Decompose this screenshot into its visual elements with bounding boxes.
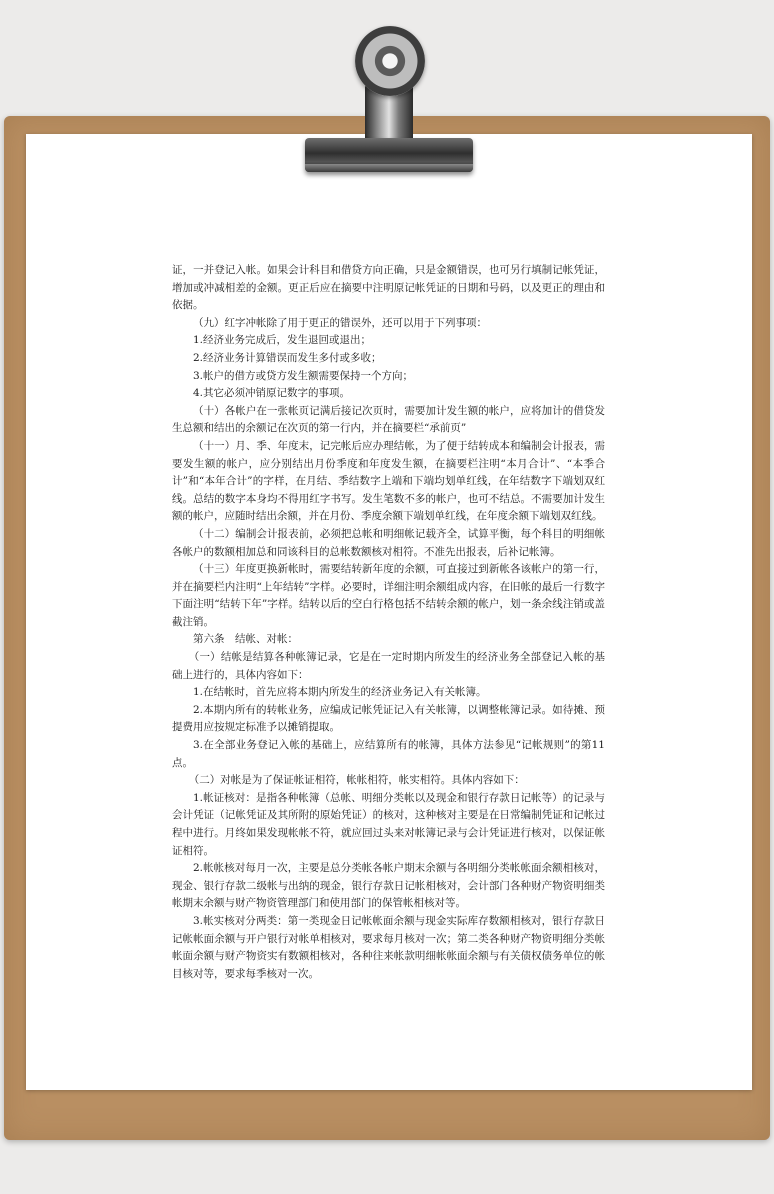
list-item: 2.本期内所有的转帐业务，应编成记帐凭证记入有关帐簿，以调整帐簿记录。如待摊、预提费用应按规定标准予以摊销提取。 [172, 703, 605, 734]
paragraph: （十）各帐户在一张帐页记满后接记次页时，需要加计发生额的帐户，应将加计的借贷发生总额和结出的余额记在次页的第一行内，并在摘要栏“承前页” [172, 404, 605, 435]
paragraph: （一）结帐是结算各种帐簿记录，它是在一定时期内所发生的经济业务全部登记入帐的基础上进行的，具体内容如下： [172, 651, 605, 681]
paragraph: （十二）编制会计报表前，必须把总帐和明细帐记载齐全，试算平衡，每个科目的明细帐各帐户的数额相加总和同该科目的总帐数额核对相符。不准先出报表，后补记帐簿。 [172, 527, 605, 558]
list-item: 2.帐帐核对每月一次，主要是总分类帐各帐户期末余额与各明细分类帐帐面余额相核对，现金、银行存款二级帐与出纳的现金，银行存款日记帐相核对，会计部门各种财产物资明细类帐期末余额与财产物资管理部门和使用部门的保管帐相核对等。 [172, 862, 605, 910]
paragraph: （十三）年度更换新帐时，需要结转新年度的余额，可直接过到新帐各该帐户的第一行，并在摘要栏内注明“上年结转”字样。必要时，详细注明余额组成内容，在旧帐的最后一行数字下面注明“结转下年”字样。结转以后的空白行格包括不结转余额的帐户，划一条余线注销或盖截注销。 [172, 563, 605, 628]
paragraph: （九）红字冲帐除了用于更正的错误外，还可以用于下列事项： [193, 316, 487, 329]
document-body [172, 262, 605, 983]
list-item: 1.经济业务完成后，发生退回或退出； [193, 334, 372, 347]
binder-clip-edge [305, 164, 473, 172]
list-item: 3.帐户的借方或贷方发生额需要保持一个方向； [193, 369, 414, 382]
list-item: 2.经济业务计算错误而发生多付或多收； [193, 351, 382, 364]
list-item: 1.在结帐时，首先应将本期内所发生的经济业务记入有关帐簿。 [193, 686, 487, 699]
paragraph: （二）对帐是为了保证帐证相符，帐帐相符，帐实相符。具体内容如下： [188, 774, 525, 787]
clip-ring-icon [355, 26, 425, 96]
list-item: 3.帐实核对分两类：第一类现金日记帐帐面余额与现金实际库存数额相核对，银行存款日记帐帐面余额与开户银行对帐单相核对，要求每月核对一次；第二类各种财产物资明细分类帐帐面余额与财产物资实有数额相核对，各种往来帐款明细帐帐面余额与有关债权债务单位的帐目核对等，要求每季核对一次。 [172, 914, 605, 980]
paragraph: （十一）月、季、年度末，记完帐后应办理结帐，为了便于结转成本和编制会计报表，需要发生额的帐户，应分别结出月份季度和年度发生额，在摘要栏注明“本月合计”、“本季合计”和“本年合计”的字样，在月结、季结数字上端和下端均划单红线，在年结数字下端划双红线。总结的数字本身均不得用红字书写。发生笔数不多的帐户，也可不结总。不需要加计发生额的帐户，应随时结出余额，并在月份、季度余额下端划单红线，在年度余额下端划双红线。 [172, 439, 605, 523]
paragraph: 证，一并登记入帐。如果会计科目和借贷方向正确，只是金额错误，也可另行填制记帐凭证，增加或冲减相差的金额。更正后应在摘要中注明原记帐凭证的日期和号码，以及更正的理由和依据。 [172, 264, 605, 312]
list-item: 3.在全部业务登记入帐的基础上，应结算所有的帐簿，具体方法参见“记帐规则”的第11点。 [172, 739, 605, 769]
list-item: 4.其它必须冲销原记数字的事项。 [193, 387, 351, 400]
list-item: 1.帐证核对：是指各种帐簿（总帐、明细分类帐以及现金和银行存款日记帐等）的记录与会计凭证（记帐凭证及其所附的原始凭证）的核对，这种核对主要是在日常编制凭证和记帐过程中进行。月终如果发现帐帐不符，就应回过头来对帐簿记录与会计凭证进行核对，以保证帐证相符。 [172, 791, 605, 857]
section-heading: 第六条 结帐、对帐： [193, 633, 298, 646]
